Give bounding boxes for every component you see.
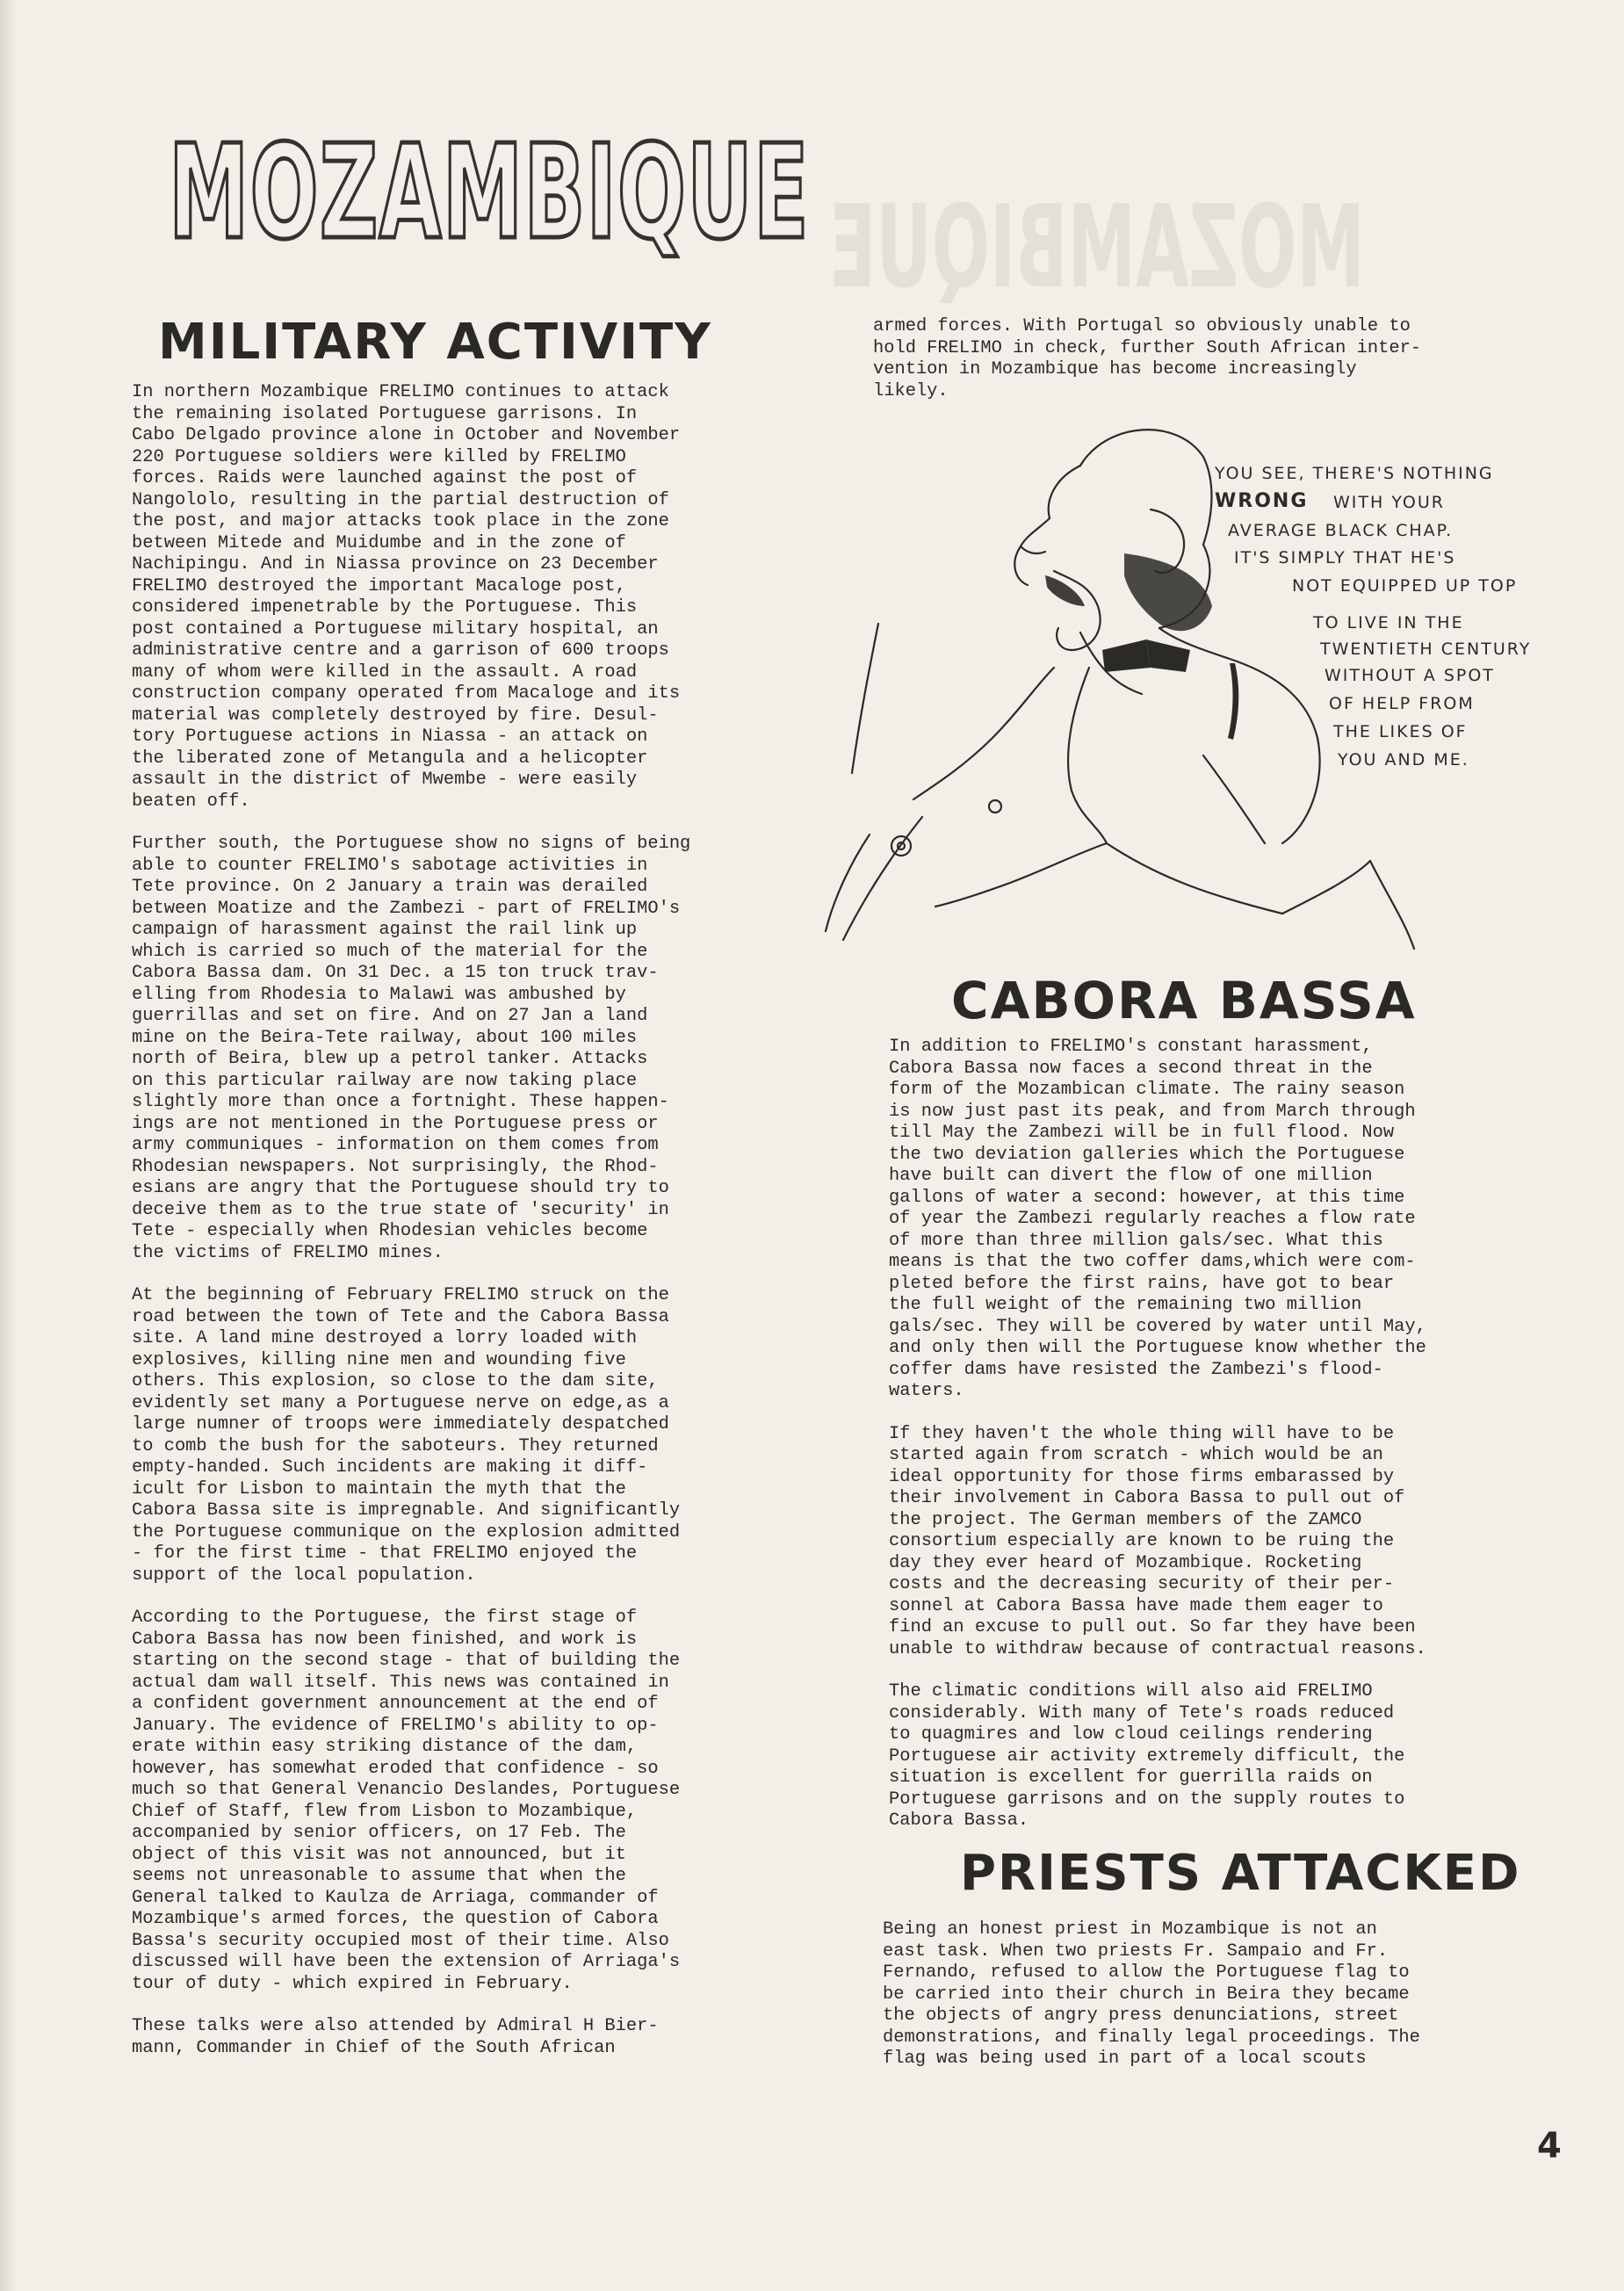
article-paragraph: According to the Portuguese, the first stage of Cabora Bassa has now been finished, and work is starting on the second stage - that of building the actual dam wall itself. This news was contained in a confident government announcement at the end of January. The evidence of FRELIMO's ability to op- erate within easy striking distance of the dam, however, has somewhat eroded that confidence - so much so that General Venancio Deslandes, Portuguese Chief of Staff, flew from Lisbon to Mozambique, accompanied by senior officers, on 17 Feb. The object of this visit was not announced, but it seems not unreasonable to assume that when the General talked to Kaulza de Arriaga, commander of Mozambique's armed forces, the question of Cabora Bassa's security occupied most of their time. Also discussed will have been the extension of Arriaga's tour of duty - which expired in February. [132, 1608, 681, 1994]
article-paragraph: At the beginning of February FRELIMO struck on the road between the town of Tete and the Cabora Bassa site. A land mine destroyed a lorry loaded with explosives, killing nine men and wounding five others. This explosion, so close to the dam site, evidently set many a Portuguese nerve on edge,as a large numner of troops were immediately despatched to comb the bush for the saboteurs. They returned empty-handed. Such incidents are making it diff- icult for Lisbon to maintain the myth that the Cabora Bassa site is impregnable. And significantly the Portuguese communique on the explosion admitted - for the first time - that FRELIMO enjoyed the support of the local population. [132, 1285, 681, 1586]
article-paragraph: armed forces. With Portugal so obviously unable to hold FRELIMO in check, further South African inter- vention in Mozambique has become increasingly likely. [873, 316, 1422, 401]
article-paragraph: Being an honest priest in Mozambique is not an east task. When two priests Fr. Sampaio and Fr. Fernando, refused to allow the Portuguese flag to be carried into their church in Beira they became the objects of angry press denunciations, street demonstrations, and finally legal proceedings. The flag was being used in part of a local scouts [883, 1919, 1420, 2069]
article-paragraph: In addition to FRELIMO's constant harassment, Cabora Bassa now faces a second threat in the form of the Mozambican climate. The rainy season is now just past its peak, and from March through till May the Zambezi will be in full flood. Now the two deviation galleries which the Portuguese have built can divert the flow of one million gallons of water a second: however, at this time of year the Zambezi regularly reaches a flow rate of more than three million gals/sec. What this means is that the two coffer dams,which were com- pleted before the first rains, have got to bear the full weight of the remaining two million gals/sec. They will be covered by water until May, and only then will the Portuguese know whether the coffer dams have resisted the Zambezi's flood- waters. [889, 1037, 1426, 1401]
page-edge-shadow [0, 0, 16, 2291]
article-paragraph: In northern Mozambique FRELIMO continues to attack the remaining isolated Portuguese garrisons. In Cabo Delgado province alone in October and November 220 Portuguese soldiers were killed by FRELIMO forces. Raids were launched against the post of Nangololo, resulting in the partial destruction of the post, and major attacks took place in the zone between Mitede and Muidumbe and in the zone of Nachipingu. And in Niassa province on 23 December FRELIMO destroyed the important Macaloge post, considered impenetrable by the Portuguese. This post contained a Portuguese military hospital, an administrative centre and a garrison of 600 troops many of whom were killed in the assault. A road construction company operated from Macaloge and its material was completely destroyed by fire. Desul- tory Portuguese actions in Niassa - an attack on the liberated zone of Metangula and a helicopter assault in the district of Mwembe - were easily beaten off. [132, 382, 681, 812]
cabora-bassa-heading: CABORA BASSA [951, 971, 1417, 1030]
masthead-title: MOZAMBIQUE [169, 117, 810, 268]
article-paragraph: Further south, the Portuguese show no signs of being able to counter FRELIMO's sabotage activities in Tete province. On 2 January a train was derailed between Moatize and the Zambezi - part of FRELIMO's campaign of harassment against the rail link up which is carried so much of the material for the Cabora Bassa dam. On 31 Dec. a 15 ton truck trav- elling from Rhodesia to Malawi was ambushed by guerrillas and set on fire. And on 27 Jan a land mine on the Beira-Tete railway, about 100 miles north of Beira, blew up a petrol tanker. Attacks on this particular railway are now taking place slightly more than once a fortnight. These happen- ings are not mentioned in the Portuguese press or army communiques - information on them comes from Rhodesian newspapers. Not surprisingly, the Rhod- esians are angry that the Portuguese should try to deceive them as to the true state of 'security' in Tete - especially when Rhodesian vehicles become the victims of FRELIMO mines. [132, 834, 691, 1263]
caption-line: WITHOUT A SPOT [1324, 666, 1495, 685]
caption-line: OF HELP FROM [1329, 694, 1475, 713]
caption-line: TWENTIETH CENTURY [1320, 640, 1532, 659]
article-paragraph: These talks were also attended by Admiral H Bier- mann, Commander in Chief of the South African [132, 2016, 659, 2058]
caption-line: THE LIKES OF [1333, 722, 1468, 741]
priests-attacked-article [883, 1919, 1550, 2092]
page-number: 4 [1537, 2126, 1562, 2166]
caption-line: WITH YOUR [1333, 493, 1445, 512]
caption-line: NOT EQUIPPED UP TOP [1292, 576, 1518, 596]
article-paragraph: If they haven't the whole thing will have to be started again from scratch - which would be an ideal opportunity for those firms embarassed by their involvement in Cabora Bassa to pull out of the project. The German members of the ZAMCO consortium especially are known to be ruing the day they ever heard of Mozambique. Rocketing costs and the decreasing security of their per- sonnel at Cabora Bassa have made them eager to find an excuse to pull out. So far they have been unable to withdraw because of contractual reasons. [889, 1423, 1426, 1659]
priests-attacked-heading: PRIESTS ATTACKED [960, 1845, 1521, 1902]
article-paragraph: The climatic conditions will also aid FRELIMO considerably. With many of Tete's roads reduced to quagmires and low cloud ceilings rendering Portuguese air activity extremely difficult, the situation is excellent for guerrilla raids on Portuguese garrisons and on the supply routes to Cabora Bassa. [889, 1681, 1405, 1831]
military-activity-article [132, 382, 799, 2080]
caption-line: IT'S SIMPLY THAT HE'S [1234, 548, 1456, 567]
caption-line: YOU AND ME. [1338, 750, 1469, 770]
cabora-bassa-article [889, 1037, 1556, 1854]
military-activity-heading: MILITARY ACTIVITY [158, 314, 712, 371]
caption-line: WRONG [1215, 490, 1309, 512]
bleed-through-text: MOZAMBIQUE [829, 180, 1365, 314]
caption-line: YOU SEE, THERE'S NOTHING [1215, 464, 1494, 483]
caption-line: TO LIVE IN THE [1313, 613, 1464, 632]
caption-line: AVERAGE BLACK CHAP. [1228, 521, 1454, 540]
